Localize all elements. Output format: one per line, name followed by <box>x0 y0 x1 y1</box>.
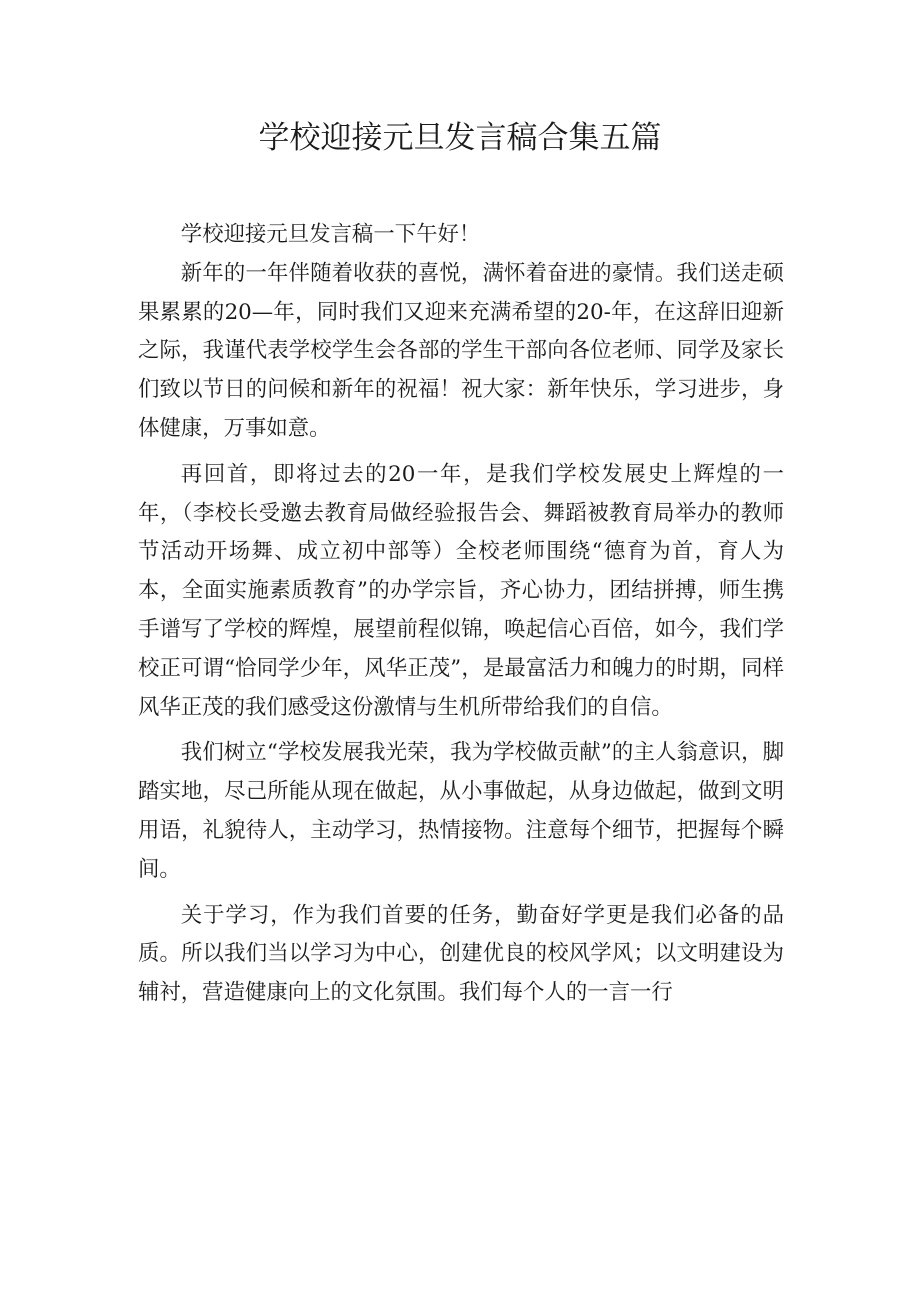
paragraph-greeting: 学校迎接元旦发言稿一下午好！ <box>180 222 481 247</box>
paragraph-new-year: 新年的一年伴随着收获的喜悦，满怀着奋进的豪情。我们送走硕果累累的20—年，同时我们又迎来充满希望的20-年，在这辞旧迎新之际，我谨代表学校学生会各部的学生干部向各位老师、同学及家长们致以节日的问候和新年的祝福！祝大家：新年快乐，学习进步，身体健康，万事如意。 <box>138 260 784 441</box>
paragraph-review: 再回首，即将过去的20一年，是我们学校发展史上辉煌的一年，（李校长受邀去教育局做经验报告会、舞蹈被教育局举办的教师节活动开场舞、成立初中部等）全校老师围绕“德育为首，育人为本，全面实施素质教育”的办学宗旨，齐心协力，团结拼搏，师生携手谱写了学校的辉煌，展望前程似锦，唤起信心百倍，如今，我们学校正可谓“恰同学少年，风华正茂”，是最富活力和魄力的时期，同样风华正茂的我们感受这份激情与生机所带给我们的自信。 <box>138 461 784 720</box>
document-body <box>138 216 784 1013</box>
document-title: 学校迎接元旦发言稿合集五篇 <box>258 120 662 156</box>
paragraph-study: 关于学习，作为我们首要的任务，勤奋好学更是我们必备的品质。所以我们当以学习为中心，创建优良的校风学风；以文明建设为辅衬，营造健康向上的文化氛围。我们每个人的一言一行 <box>138 902 784 1006</box>
paragraph-ownership: 我们树立“学校发展我光荣，我为学校做贡献”的主人翁意识，脚踏实地，尽己所能从现在做起，从小事做起，从身边做起，做到文明用语，礼貌待人，主动学习，热情接物。注意每个细节，把握每个瞬间。 <box>138 740 784 882</box>
